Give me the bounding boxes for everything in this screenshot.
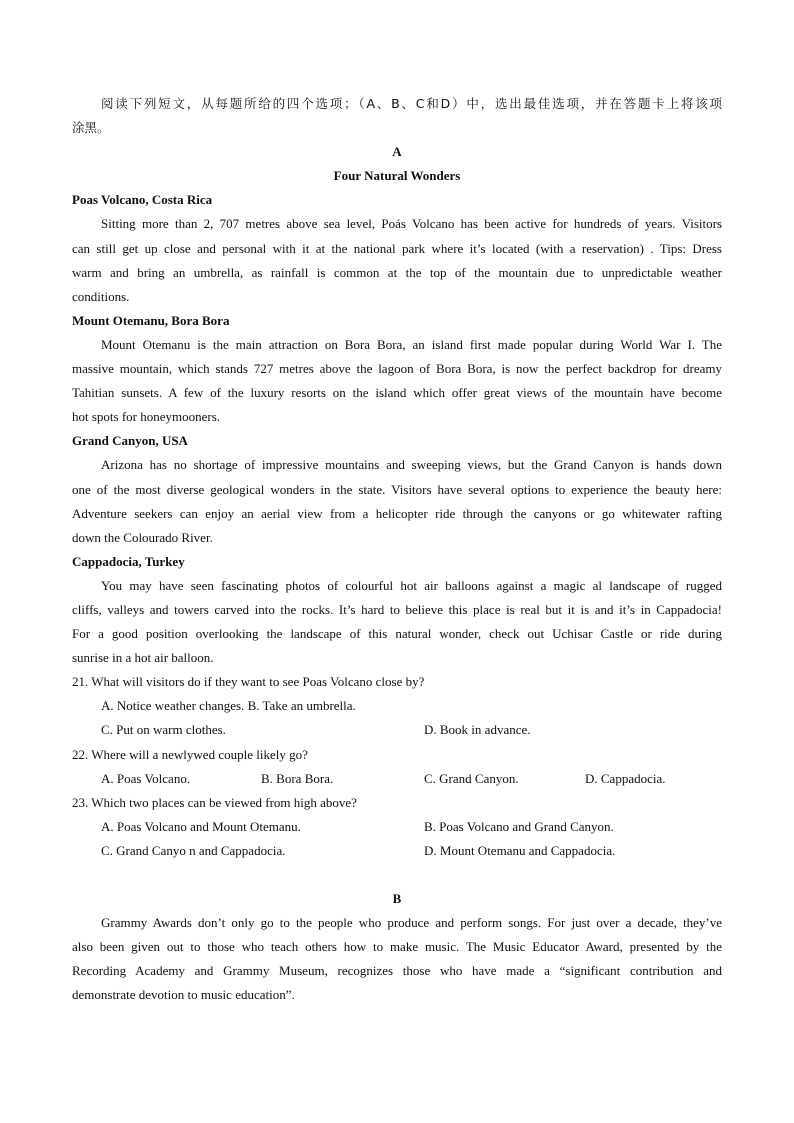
question-stem: 21. What will visitors do if they want to see Poas Volcano close by?	[72, 674, 425, 690]
option-d[interactable]: D. Mount Otemanu and Cappadocia.	[424, 842, 616, 858]
paragraph-line: down the Colourado River.	[72, 529, 213, 545]
instructions-line-2: 涂黑。	[72, 120, 110, 136]
option-a[interactable]: A. Poas Volcano and Mount Otemanu.	[101, 818, 301, 834]
paragraph-line: Mount Otemanu is the main attraction on Bora Bora, an island first made popular during World War I. The	[101, 336, 722, 352]
question-options-row	[72, 767, 722, 791]
passage-b-letter: B	[392, 891, 402, 906]
passage-a-title: Four Natural Wonders	[333, 168, 461, 184]
paragraph-line: Arizona has no shortage of impressive mountains and sweeping views, but the Grand Canyon is hands down	[101, 457, 722, 473]
passage-a-letter: A	[392, 144, 402, 160]
paragraph-line: warm and bring an umbrella, as rainfall is common at the top of the mountain due to unpredictable weather	[72, 264, 722, 280]
question-options-row	[72, 839, 722, 863]
paragraph-line: cliffs, valleys and towers carved into the rocks. It’s hard to believe this place is real but it is and it’s in Cappadocia!	[72, 601, 722, 617]
paragraph-line: Tahitian sunsets. A few of the luxury resorts on the island which offer great views of the mountain have become	[72, 385, 722, 401]
option-b[interactable]: B. Bora Bora.	[261, 770, 334, 786]
option-b[interactable]: B. Take an umbrella.	[247, 698, 356, 714]
option-a[interactable]: A. Notice weather changes.	[101, 698, 245, 714]
question-stem: 23. Which two places can be viewed from high above?	[72, 794, 357, 810]
section-heading: Poas Volcano, Costa Rica	[72, 192, 213, 208]
question-options-row	[72, 815, 722, 839]
option-a[interactable]: A. Poas Volcano.	[101, 770, 191, 786]
section-heading: Cappadocia, Turkey	[72, 553, 185, 569]
option-c[interactable]: C. Put on warm clothes.	[101, 722, 226, 738]
option-d[interactable]: D. Book in advance.	[424, 722, 531, 738]
paragraph-line: also been given out to those who teach others how to make music. The Music Educator Award, presented by the	[72, 939, 722, 955]
question-stem: 22. Where will a newlywed couple likely go?	[72, 746, 308, 762]
paragraph-line: conditions.	[72, 288, 130, 304]
section-spacer	[72, 863, 722, 887]
paragraph-line: hot spots for honeymooners.	[72, 409, 221, 425]
paragraph-line: sunrise in a hot air balloon.	[72, 650, 214, 666]
paragraph-line: massive mountain, which stands 727 metres above the lagoon of Bora Bora, is now the perfect backdrop for dreamy	[72, 361, 722, 377]
paragraph-line: can still get up close and personal with it at the national park where it’s located (with a reservation) . Tips: Dress	[72, 240, 722, 256]
option-c[interactable]: C. Grand Canyon.	[424, 770, 519, 786]
paragraph-line: For a good position overlooking the landscape of this natural wonder, check out Uchisar Castle or ride during	[72, 626, 722, 642]
paragraph-line: Adventure seekers can enjoy an aerial view from a helicopter ride through the canyons or go whitewater rafting	[72, 505, 722, 521]
paragraph-line: demonstrate devotion to music education”.	[72, 987, 295, 1003]
paragraph-line: Grammy Awards don’t only go to the people who produce and perform songs. For just over a decade, they’ve	[101, 915, 722, 931]
question-options-row	[72, 694, 722, 718]
exam-page	[72, 92, 722, 1007]
paragraph-line: Recording Academy and Grammy Museum, recognizes those who have made a “significant contribution and	[72, 963, 722, 979]
section-heading: Mount Otemanu, Bora Bora	[72, 312, 230, 328]
instructions-line-1: 阅读下列短文，从每题所给的四个选项；（A、B、C和D）中，选出最佳选项，并在答题卡上将该项	[101, 96, 722, 111]
section-heading: Grand Canyon, USA	[72, 433, 188, 449]
question-options-row	[72, 718, 722, 742]
paragraph-line: You may have seen fascinating photos of colourful hot air balloons against a magic al landscape of rugged	[101, 577, 722, 593]
option-c[interactable]: C. Grand Canyo n and Cappadocia.	[101, 842, 286, 858]
paragraph-line: Sitting more than 2, 707 metres above sea level, Poás Volcano has been active for hundreds of years. Visitors	[101, 216, 722, 232]
option-b[interactable]: B. Poas Volcano and Grand Canyon.	[424, 818, 614, 834]
paragraph-line: one of the most diverse geological wonders in the state. Visitors have several options to experience the beauty here:	[72, 481, 722, 497]
option-d[interactable]: D. Cappadocia.	[585, 770, 666, 786]
